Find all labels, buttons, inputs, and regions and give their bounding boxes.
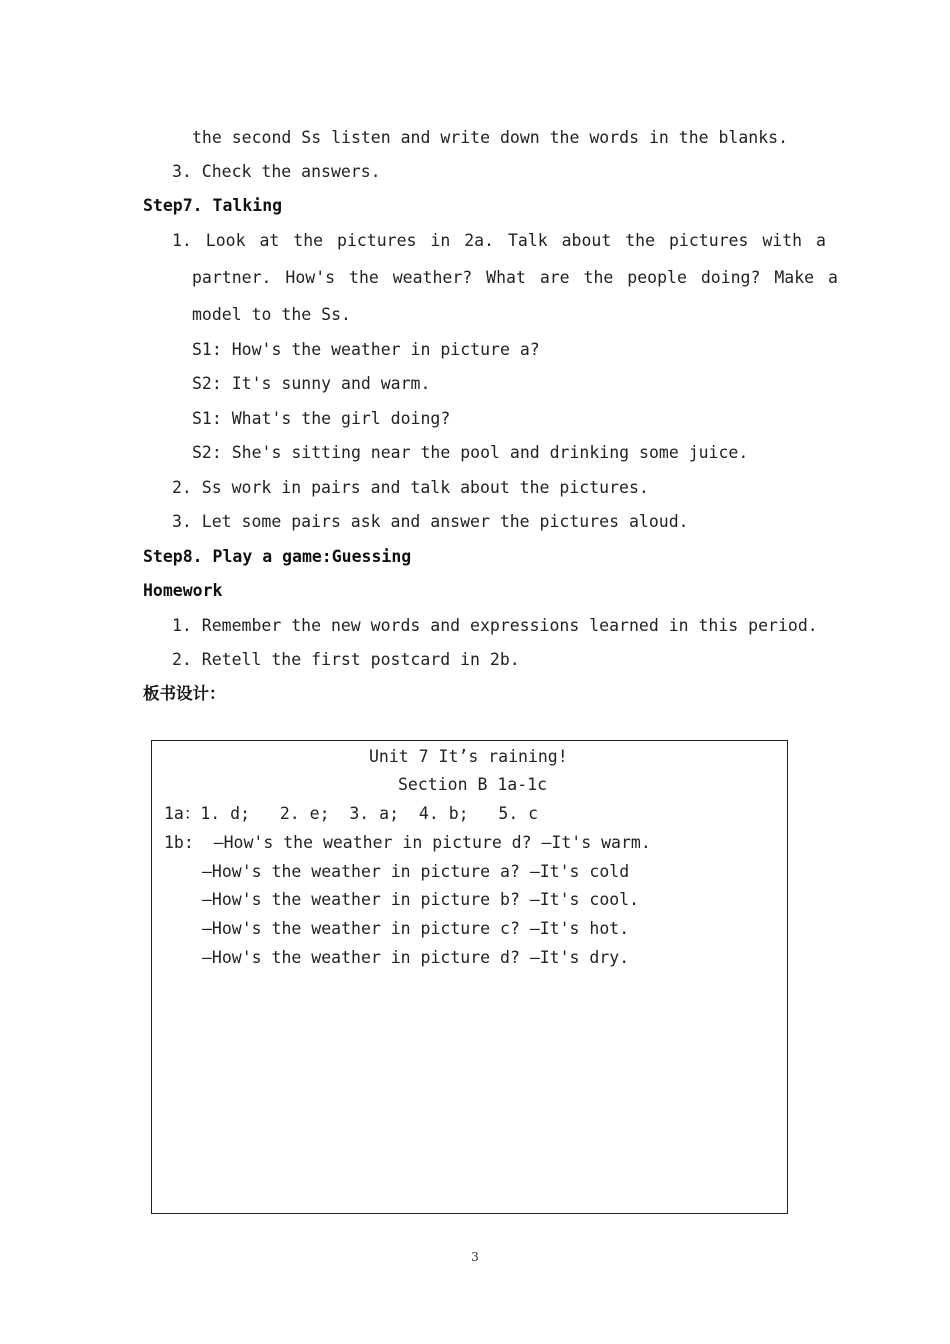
board-title: Unit 7 It’s raining! — [369, 747, 568, 766]
board-line: —How's the weather in picture d? —It's dry. — [202, 948, 630, 967]
list-item: 1. Look at the pictures in 2a. Talk about the pictures with a — [172, 231, 826, 250]
step8-heading: Step8. Play a game:Guessing — [143, 547, 412, 566]
list-item: 3. Check the answers. — [172, 162, 381, 181]
board-line: —How's the weather in picture a? —It's cold — [202, 862, 630, 881]
dialog-line: S2: It's sunny and warm. — [192, 374, 431, 393]
continued-line: the second Ss listen and write down the words in the blanks. — [192, 128, 789, 147]
list-item: 2. Ss work in pairs and talk about the pictures. — [172, 478, 649, 497]
dialog-line: S2: She's sitting near the pool and drinking some juice. — [192, 443, 749, 462]
homework-heading: Homework — [143, 581, 223, 600]
page-number: 3 — [471, 1250, 479, 1264]
board-line: —How's the weather in picture c? —It's hot. — [202, 919, 630, 938]
dialog-line: S1: What's the girl doing? — [192, 409, 451, 428]
list-item: 2. Retell the first postcard in 2b. — [172, 650, 520, 669]
list-item: 1. Remember the new words and expressions learned in this period. — [172, 616, 818, 635]
board-subtitle: Section B 1a-1c — [398, 775, 548, 794]
board-design-heading: 板书设计： — [143, 684, 226, 703]
list-item: model to the Ss. — [192, 305, 351, 324]
board-line: —How's the weather in picture b? —It's cool. — [202, 890, 640, 909]
step7-heading: Step7. Talking — [143, 196, 283, 215]
dialog-line: S1: How's the weather in picture a? — [192, 340, 540, 359]
list-item: 3. Let some pairs ask and answer the pictures aloud. — [172, 512, 689, 531]
board-answers-1b: 1b: —How's the weather in picture d? —It's warm. — [164, 833, 651, 852]
board-answers-1a: 1a：1. d; 2. e; 3. a; 4. b; 5. c — [164, 804, 539, 823]
list-item: partner. How's the weather? What are the people doing? Make a — [192, 268, 838, 287]
